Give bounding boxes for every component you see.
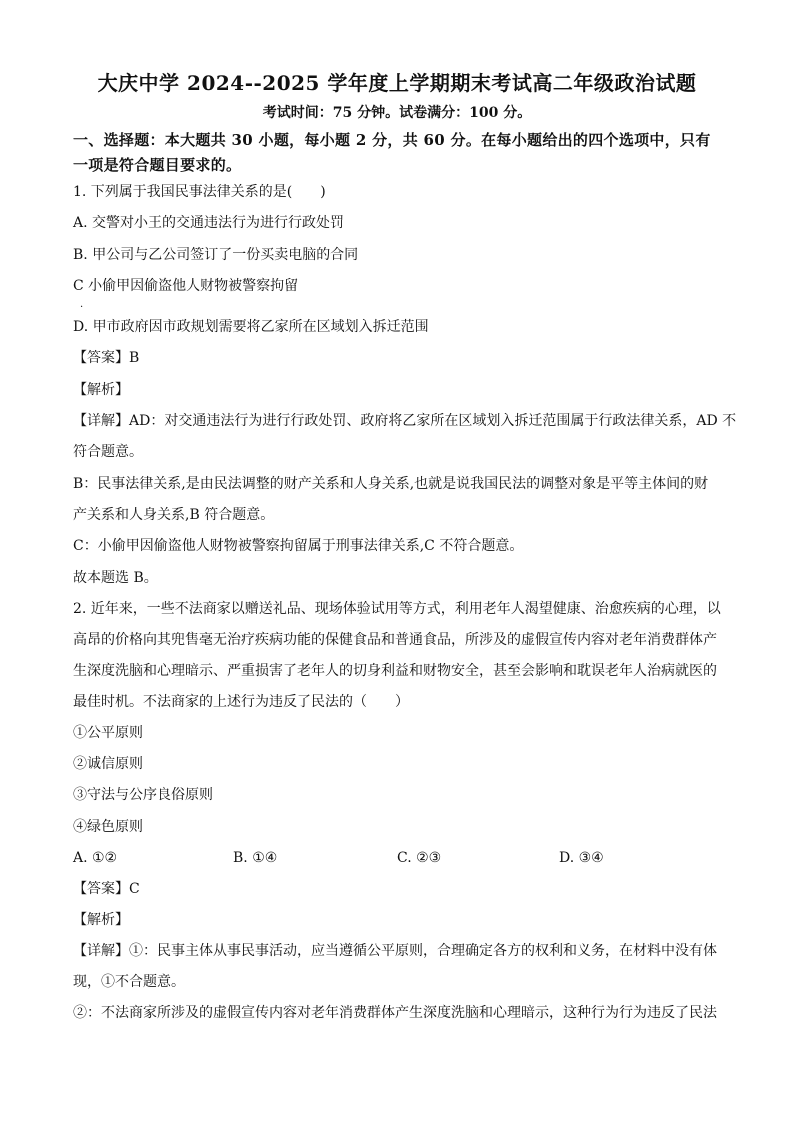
question-1-option-d: D. 甲市政府因市政规划需要将乙家所在区域划入拆迁范围 [73, 319, 429, 335]
question-2-choice-d: D. ③④ [559, 850, 604, 866]
question-1-option-c: C 小偷甲因偷盗他人财物被警察拘留 [73, 278, 299, 294]
section-heading-line-2: 一项是符合题目要求的。 [73, 156, 242, 174]
question-1-option-a: A. 交警对小王的交通违法行为进行行政处罚 [73, 215, 345, 231]
question-2-detail-line: 现，①不合题意。 [73, 974, 185, 990]
exam-info: 考试时间：75 分钟。试卷满分：100 分。 [262, 105, 532, 121]
question-1-detail-line: 符合题意。 [73, 444, 143, 460]
question-2-item-4: ④绿色原则 [73, 819, 143, 835]
page-title: 大庆中学 2024--2025 学年度上学期期末考试高二年级政治试题 [97, 71, 697, 95]
question-1-detail-line: B：民事法律关系,是由民法调整的财产关系和人身关系,也就是说我国民法的调整对象是平等主体间的财 [73, 476, 709, 492]
question-2-stem-line: 生深度洗脑和心理暗示、严重损害了老年人的切身利益和财物安全，甚至会影响和耽误老年人治病就医的 [73, 663, 717, 679]
question-2-item-1: ①公平原则 [73, 725, 143, 741]
question-2-choices [73, 849, 721, 867]
section-heading-line-1: 一、选择题：本大题共 30 小题，每小题 2 分，共 60 分。在每小题给出的四个选项中，只有 [73, 131, 711, 149]
question-2-stem-line: 最佳时机。不法商家的上述行为违反了民法的（ ） [73, 694, 409, 710]
question-1-option-b: B. 甲公司与乙公司签订了一份买卖电脑的合同 [73, 247, 359, 263]
stray-mark: . [80, 299, 84, 310]
question-1-answer: 【答案】B [73, 350, 140, 366]
question-2-analysis-label: 【解析】 [73, 912, 129, 928]
question-2-item-3: ③守法与公序良俗原则 [73, 787, 213, 803]
question-1-detail-line: 产关系和人身关系,B 符合题意。 [73, 507, 275, 523]
question-1-detail-line: C：小偷甲因偷盗他人财物被警察拘留属于刑事法律关系,C 不符合题意。 [73, 538, 524, 554]
question-2-choice-b: B. ①④ [233, 850, 278, 866]
question-2-item-2: ②诚信原则 [73, 756, 143, 772]
question-2-stem-line: 2. 近年来，一些不法商家以赠送礼品、现场体验试用等方式，利用老年人渴望健康、治愈疾病的心理，以 [73, 601, 721, 617]
question-2-detail-line: ②：不法商家所涉及的虚假宣传内容对老年消费群体产生深度洗脑和心理暗示，这种行为行为违反了民法 [73, 1005, 717, 1021]
question-2-choice-a: A. ①② [73, 850, 118, 866]
question-2-stem-line: 高昂的价格向其兜售毫无治疗疾病功能的保健食品和普通食品，所涉及的虚假宣传内容对老年消费群体产 [73, 632, 717, 648]
question-2-choice-c: C. ②③ [397, 850, 442, 866]
question-1-detail-line: 故本题选 B。 [73, 570, 158, 586]
question-1-stem: 1. 下列属于我国民事法律关系的是( ) [73, 184, 326, 200]
question-1-analysis-label: 【解析】 [73, 382, 129, 398]
question-1-detail-line: 【详解】AD：对交通违法行为进行行政处罚、政府将乙家所在区域划入拆迁范围属于行政法律关系，AD 不 [73, 413, 737, 429]
question-2-answer: 【答案】C [73, 881, 140, 897]
question-2-detail-line: 【详解】①：民事主体从事民事活动，应当遵循公平原则，合理确定各方的权利和义务，在材料中没有体 [73, 943, 717, 959]
